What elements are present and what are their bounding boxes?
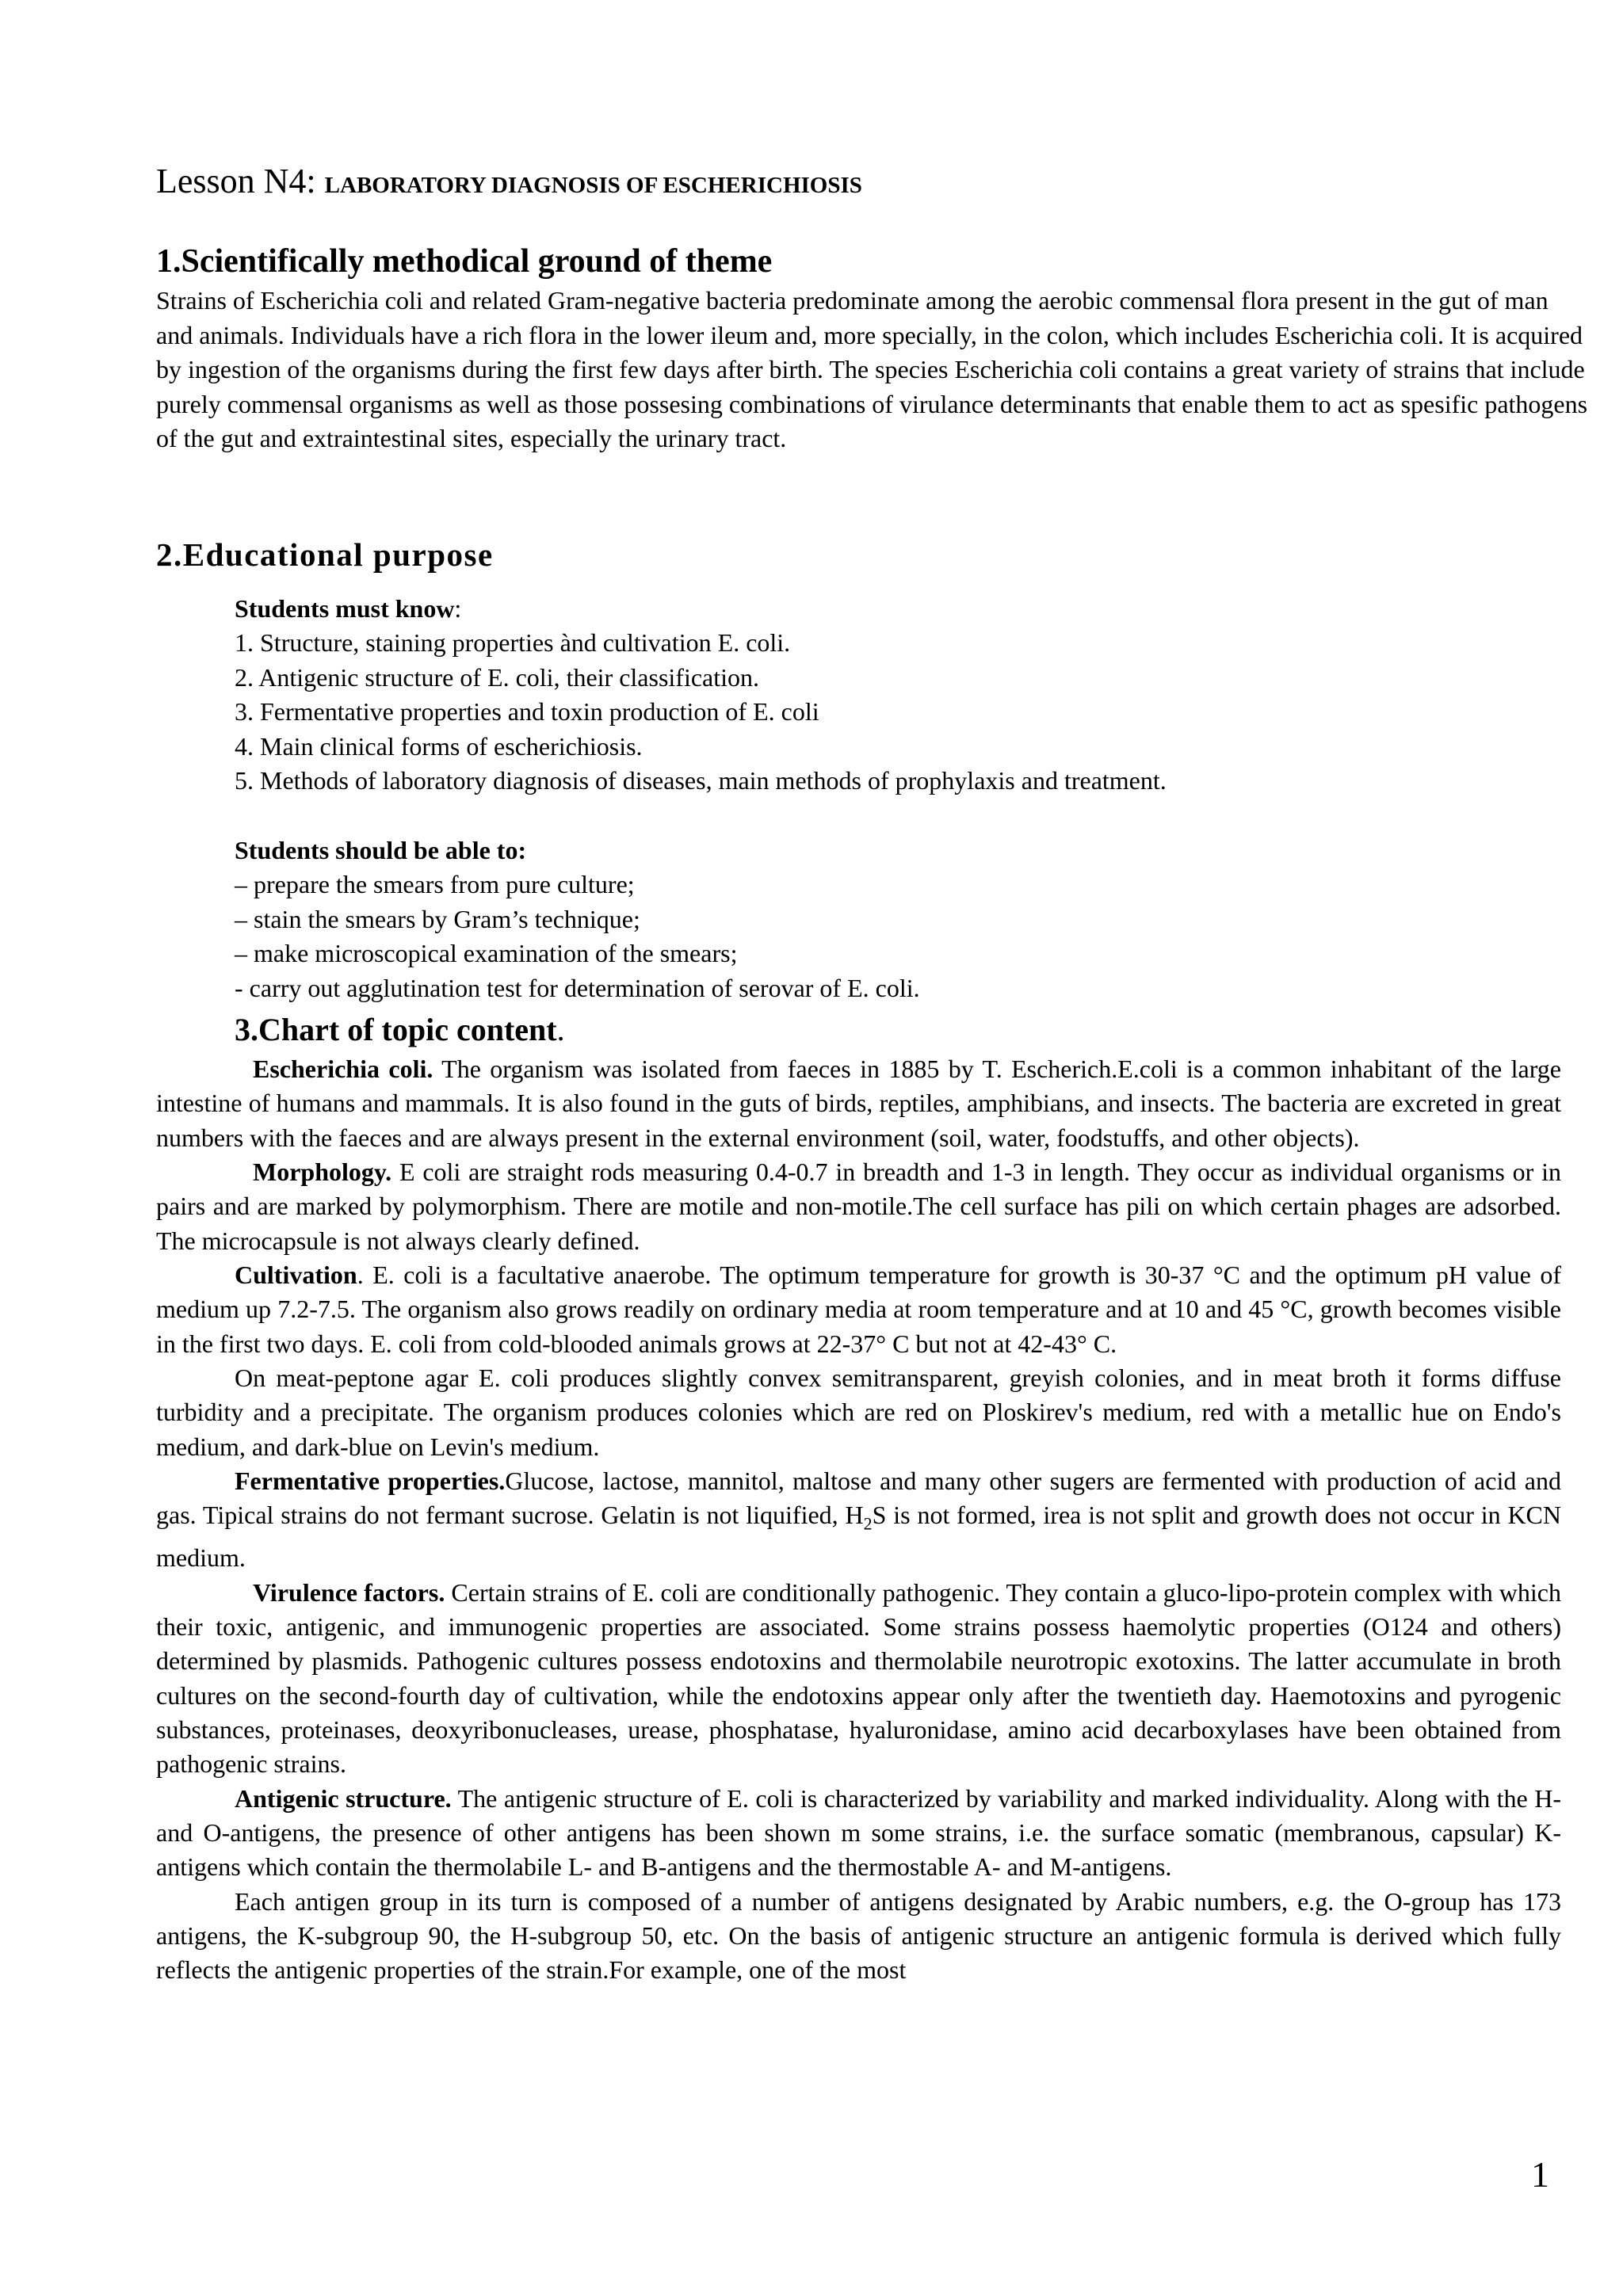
section-2-heading: 2.Educational purpose — [156, 536, 494, 573]
list-item: 4. Main clinical forms of escherichiosis. — [235, 731, 643, 761]
list-item: 2. Antigenic structure of E. coli, their classification. — [235, 662, 760, 692]
paragraph-colonies: On meat-peptone agar E. coli produces slightly convex semitransparent, greyish colonies, and in meat broth it forms diffuse turbidity and a precipitate. The organism produces colonies which are red on Ploskirev's medium, red with a metallic hue on Endo's medium, and dark-blue on Levin's medium. — [156, 1363, 1561, 1461]
section-1-text: Strains of Escherichia coli and related Gram-negative bacteria predominate among the aerobic commensal flora present in the gut of man and animals. Individuals have a rich flora in the lower ileum and, more specially, in the colon, which includes Escherichia coli. It is acquired by ingestion of the organisms during the first few days after birth. The species Escherichia coli contains a great variety of strains that include purely commensal organisms as well as those possesing combinations of virulance determinants that enable them to act as spesific pathogens of the gut and extraintestinal sites, especially the urinary tract. — [156, 286, 1588, 452]
section-3-heading: 3.Chart of topic content. — [235, 1012, 565, 1047]
lesson-title — [156, 161, 862, 201]
list-item: – make microscopical examination of the smears; — [235, 939, 738, 968]
list-item: – stain the smears by Gram’s technique; — [235, 904, 640, 933]
lesson-prefix: Lesson N4: — [156, 162, 325, 200]
paragraph-antigenic-structure: Antigenic structure. The antigenic structure of E. coli is characterized by variability and marked individuality. Along with the H- and O-antigens, the presence of other antigens has been shown m some strains, i.e. the surface somatic (membranous, capsular) K-antigens which contain the thermolabile L- and B-antigens and the thermostable A- and M-antigens. — [156, 1783, 1561, 1882]
must-know-label: Students must know: — [235, 594, 462, 623]
students-must-know-list — [235, 592, 1167, 798]
paragraph-antigen-groups: Each antigen group in its turn is composed of a number of antigens designated by Arabic numbers, e.g. the O-group has 173 antigens, the K-subgroup 90, the H-subgroup 50, etc. On the basis of antigenic structure an antigenic formula is derived which fully reflects the antigenic properties of the strain.For example, one of the most — [156, 1886, 1561, 1985]
paragraph-escherichia-coli: Escherichia coli. The organism was isolated from faeces in 1885 by T. Escherich.E.coli is a common inhabitant of the large intestine of humans and mammals. It is also found in the guts of birds, reptiles, amphibians, and insects. The bacteria are excreted in great numbers with the faeces and are always present in the external environment (soil, water, foodstuffs, and other objects). — [156, 1055, 1561, 1152]
list-item: - carry out agglutination test for determination of serovar of E. coli. — [235, 973, 920, 1002]
paragraph-morphology: Morphology. E coli are straight rods measuring 0.4-0.7 in breadth and 1-3 in length. They occur as individual organisms or in pairs and are marked by polymorphism. There are motile and non-motile.The cell surface has pili on which certain phages are adsorbed. The microcapsule is not always clearly defined. — [156, 1158, 1561, 1255]
able-to-label: Students should be able to: — [235, 836, 527, 864]
list-item: 3. Fermentative properties and toxin production of E. coli — [235, 697, 819, 727]
students-able-to-list — [235, 833, 920, 1005]
paragraph-cultivation: Cultivation. E. coli is a facultative anaerobe. The optimum temperature for growth is 30-37 °C and the optimum pH value of medium up 7.2-7.5. The organism also grows readily on ordinary media at room temperature and at 10 and 45 °C, growth becomes visible in the first two days. E. coli from cold-blooded animals grows at 22-37° C but not at 42-43° C. — [156, 1261, 1561, 1358]
page-number: 1 — [1531, 2154, 1549, 2195]
list-item: 1. Structure, staining properties ànd cultivation E. coli. — [235, 628, 791, 658]
section-3-body — [156, 1052, 1561, 1988]
section-1-heading: 1.Scientifically methodical ground of theme — [156, 243, 773, 280]
list-item: – prepare the smears from pure culture; — [235, 870, 635, 899]
paragraph-virulence: Virulence factors. Certain strains of E. coli are conditionally pathogenic. They contain a gluco-lipo-protein complex with which their toxic, antigenic, and immunogenic properties are associated. Some strains possess haemolytic properties (O124 and others) determined by plasmids. Pathogenic cultures possess endotoxins and thermolabile neurotropic exotoxins. The latter accumulate in broth cultures on the second-fourth day of cultivation, while the endotoxins appear only after the twentieth day. Haemotoxins and pyrogenic substances, proteinases, deoxyribonucleases, urease, phosphatase, hyaluronidase, amino acid decarboxylases have been obtained from pathogenic strains. — [156, 1577, 1562, 1779]
list-item: 5. Methods of laboratory diagnosis of diseases, main methods of prophylaxis and treatment. — [235, 766, 1167, 795]
paragraph-fermentative: Fermentative properties.Glucose, lactose, mannitol, maltose and many other sugers are fermented with production of acid and gas. Tipical strains do not fermant sucrose. Gelatin is not liquified, $H_2S$ is not formed, irea is not split and growth does not occur in KCN medium. — [156, 1466, 1562, 1573]
lesson-topic: LABORATORY DIAGNOSIS OF ESCHERICHIOSIS — [324, 173, 862, 198]
